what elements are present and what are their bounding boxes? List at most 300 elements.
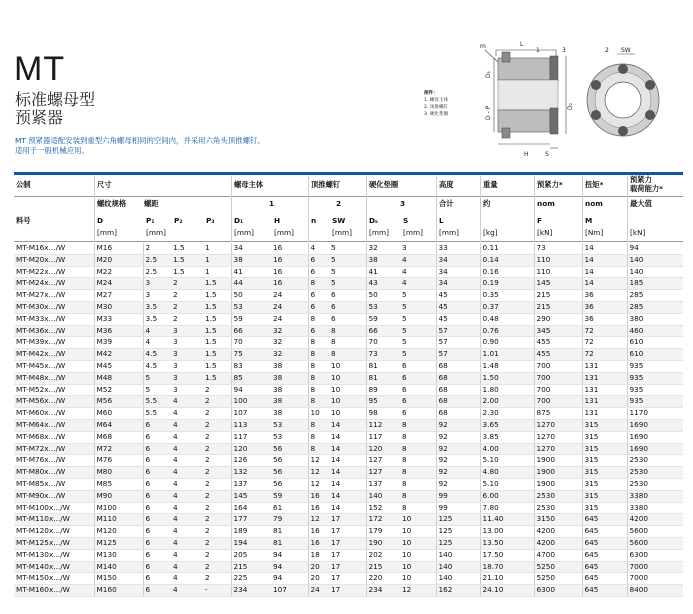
table-cell: 3 (171, 384, 203, 396)
table-cell: 59 (231, 313, 271, 325)
table-cell: 5.5 (143, 408, 171, 420)
table-cell: 1170 (627, 408, 683, 420)
table-cell: 72 (582, 349, 627, 361)
table-cell: 21.10 (480, 573, 534, 585)
table-cell: 700 (534, 396, 582, 408)
table-cell: 5 (400, 301, 436, 313)
table-cell: 56 (271, 443, 308, 455)
table-cell: 2 (171, 301, 203, 313)
table-cell: 127 (366, 467, 400, 479)
table-cell: 1.5 (203, 349, 231, 361)
table-cell: 18.70 (480, 561, 534, 573)
table-cell: 127 (366, 455, 400, 467)
hdr-P2: P₂ (174, 216, 183, 225)
table-cell: M27 (94, 290, 143, 302)
table-cell: 5 (329, 243, 366, 254)
table-cell: 5 (329, 278, 366, 290)
table-cell: 3150 (534, 514, 582, 526)
table-cell: 10 (400, 526, 436, 538)
table-cell: 8 (308, 337, 329, 349)
table-cell: 4 (171, 396, 203, 408)
table-cell: 24 (271, 301, 308, 313)
table-row (14, 266, 683, 278)
table-cell: 215 (366, 561, 400, 573)
table-cell: 315 (582, 467, 627, 479)
table-cell: 7.80 (480, 502, 534, 514)
table-cell: 225 (231, 573, 271, 585)
table-cell: 2 (203, 549, 231, 561)
table-cell: MT-M120x.../W (14, 526, 94, 538)
table-cell: 126 (231, 455, 271, 467)
table-cell: MT-M76x.../W (14, 455, 94, 467)
table-cell: 1.5 (203, 290, 231, 302)
table-cell: 8400 (627, 585, 683, 597)
table-cell: 10 (400, 514, 436, 526)
table-cell: 6 (329, 290, 366, 302)
table-cell: MT-M36x.../W (14, 325, 94, 337)
label-3: 3 (562, 47, 566, 54)
table-cell: 1.5 (203, 313, 231, 325)
table-cell: 6 (329, 313, 366, 325)
table-cell: 66 (366, 325, 400, 337)
hdr-approx: 约 (483, 199, 491, 208)
table-cell: 6 (143, 526, 171, 538)
table-cell: MT-M125x.../W (14, 537, 94, 549)
table-cell: 110 (534, 266, 582, 278)
table-cell: 131 (582, 384, 627, 396)
table-cell: 112 (366, 419, 400, 431)
hdr-n: n (311, 216, 317, 225)
table-cell: 1900 (534, 478, 582, 490)
table-cell: 5.10 (480, 455, 534, 467)
table-cell: 6 (143, 490, 171, 502)
table-cell: 8 (400, 419, 436, 431)
table-cell: 4200 (534, 537, 582, 549)
table-cell: 5.10 (480, 478, 534, 490)
table-cell: MT-M52x.../W (14, 384, 94, 396)
spec-table (14, 243, 683, 597)
table-row (14, 349, 683, 361)
table-cell: 5 (329, 254, 366, 266)
table-cell: 285 (627, 301, 683, 313)
table-cell: 68 (436, 396, 480, 408)
table-cell: MT-M150x.../W (14, 573, 94, 585)
table-cell: 131 (582, 396, 627, 408)
table-cell: 8 (308, 431, 329, 443)
table-cell: 3.85 (480, 431, 534, 443)
table-cell: 215 (231, 561, 271, 573)
description-line-1: MT 预紧器适配安装到重型六角螺母相同的空间内，并采用六角头顶推螺钉。 (15, 136, 265, 145)
table-cell: 57 (436, 337, 480, 349)
table-row (14, 526, 683, 538)
table-cell: M76 (94, 455, 143, 467)
table-cell: 3.5 (143, 301, 171, 313)
table-cell: 1.01 (480, 349, 534, 361)
hdr-preload: 预紧力* (537, 180, 563, 189)
table-cell: 125 (436, 537, 480, 549)
table-cell: 4 (171, 502, 203, 514)
table-cell: 189 (231, 526, 271, 538)
table-cell: 315 (582, 455, 627, 467)
table-cell: 94 (231, 384, 271, 396)
hdr-H: H (274, 216, 281, 225)
table-cell: 315 (582, 419, 627, 431)
table-cell: 3.5 (143, 313, 171, 325)
table-row (14, 372, 683, 384)
table-cell: 935 (627, 396, 683, 408)
table-cell: 2 (203, 467, 231, 479)
table-cell: 4 (143, 325, 171, 337)
table-cell: 17 (329, 585, 366, 597)
table-cell: 345 (534, 325, 582, 337)
table-cell: 234 (366, 585, 400, 597)
table-cell: 0.14 (480, 254, 534, 266)
table-row (14, 431, 683, 443)
table-cell: 99 (436, 490, 480, 502)
hdr-nom-2: nom (585, 199, 603, 208)
table-cell: 8 (400, 431, 436, 443)
table-cell: 6 (143, 419, 171, 431)
table-cell: 1.5 (171, 266, 203, 278)
table-cell: 6 (329, 301, 366, 313)
table-cell: 1.5 (171, 254, 203, 266)
table-cell: MT-M85x.../W (14, 478, 94, 490)
unit-SW: [mm] (332, 228, 352, 237)
table-cell: 16 (308, 537, 329, 549)
table-cell: M130 (94, 549, 143, 561)
table-cell: 4 (171, 455, 203, 467)
table-cell: 2 (171, 278, 203, 290)
table-cell: 68 (436, 360, 480, 372)
table-cell: 4 (171, 561, 203, 573)
table-cell: 4.5 (143, 349, 171, 361)
table-cell: 4200 (534, 526, 582, 538)
table-cell: 14 (329, 467, 366, 479)
table-cell: 131 (582, 372, 627, 384)
table-cell: 179 (366, 526, 400, 538)
table-cell: 6 (143, 443, 171, 455)
table-cell: MT-M130x.../W (14, 549, 94, 561)
table-cell: MT-M24x.../W (14, 278, 94, 290)
table-cell: 4 (400, 266, 436, 278)
table-cell: MT-M60x.../W (14, 408, 94, 420)
table-cell: MT-M22x.../W (14, 266, 94, 278)
hdr-jack-bolt: 顶推螺钉 (311, 180, 341, 189)
table-cell: MT-M68x.../W (14, 431, 94, 443)
table-cell: 13.50 (480, 537, 534, 549)
hdr-weight: 重量 (483, 180, 498, 189)
table-cell: M80 (94, 467, 143, 479)
description-line-2: 适用于一般机械应用。 (15, 146, 89, 155)
table-cell: MT-M33x.../W (14, 313, 94, 325)
table-cell: 6 (400, 396, 436, 408)
table-cell: 2530 (534, 502, 582, 514)
table-cell: 17 (329, 514, 366, 526)
table-cell: 2 (203, 526, 231, 538)
table-cell: M33 (94, 313, 143, 325)
table-cell: 1.5 (203, 372, 231, 384)
table-cell: 56 (271, 467, 308, 479)
table-cell: 110 (534, 254, 582, 266)
table-cell: 1270 (534, 443, 582, 455)
table-cell: 315 (582, 431, 627, 443)
table-cell: 0.37 (480, 301, 534, 313)
hdr-size: 尺寸 (97, 180, 112, 189)
table-cell: 140 (627, 254, 683, 266)
table-cell: 2 (143, 243, 171, 254)
table-cell: 11.40 (480, 514, 534, 526)
table-row (14, 514, 683, 526)
legend-item: 2. 顶推螺钉 (424, 105, 449, 110)
col-separator (480, 176, 481, 242)
table-cell: 17 (329, 561, 366, 573)
table-row (14, 384, 683, 396)
table-cell: 36 (582, 313, 627, 325)
label-L: L (520, 41, 524, 48)
table-cell: 38 (271, 372, 308, 384)
table-cell: 24.10 (480, 585, 534, 597)
table-cell: 14 (582, 254, 627, 266)
table-cell: 137 (366, 478, 400, 490)
table-cell: 34 (436, 254, 480, 266)
table-cell: 12 (308, 467, 329, 479)
table-cell: 5 (400, 349, 436, 361)
table-cell: 38 (271, 408, 308, 420)
table-cell: 3.65 (480, 419, 534, 431)
table-row (14, 419, 683, 431)
table-cell: 81 (271, 526, 308, 538)
table-cell: 0.11 (480, 243, 534, 254)
table-cell: 5 (143, 372, 171, 384)
table-cell: M100 (94, 502, 143, 514)
table-cell: 32 (271, 349, 308, 361)
spec-table-body (14, 243, 683, 596)
table-cell: 12 (308, 478, 329, 490)
table-cell: 4 (171, 573, 203, 585)
table-cell: 3380 (627, 502, 683, 514)
table-cell: 6 (143, 585, 171, 597)
table-cell: - (203, 585, 231, 597)
table-cell: 99 (436, 502, 480, 514)
label-H: H (524, 151, 529, 158)
table-row (14, 478, 683, 490)
table-cell: MT-M45x.../W (14, 360, 94, 372)
table-cell: 2 (203, 537, 231, 549)
table-cell: 315 (582, 443, 627, 455)
table-cell: 14 (329, 455, 366, 467)
table-cell: 6.00 (480, 490, 534, 502)
hdr-jack-no: 2 (336, 199, 342, 208)
hdr-washer: 硬化垫圈 (369, 180, 399, 189)
table-row (14, 243, 683, 254)
table-row (14, 337, 683, 349)
table-cell: 14 (329, 431, 366, 443)
table-cell: 202 (366, 549, 400, 561)
table-cell: MT-M160x.../W (14, 585, 94, 597)
table-cell: 380 (627, 313, 683, 325)
hdr-nom-1: nom (537, 199, 555, 208)
table-cell: 98 (366, 408, 400, 420)
label-D1: D₁ (485, 70, 492, 78)
table-row (14, 301, 683, 313)
table-cell: M120 (94, 526, 143, 538)
hdr-company: 公制 (16, 180, 31, 189)
table-cell: 5.5 (143, 396, 171, 408)
table-cell: 610 (627, 349, 683, 361)
table-cell: 2 (203, 384, 231, 396)
table-cell: 4 (171, 490, 203, 502)
table-cell: M110 (94, 514, 143, 526)
table-cell: 92 (436, 478, 480, 490)
table-cell: 2 (171, 290, 203, 302)
table-cell: M45 (94, 360, 143, 372)
label-SW: SW (621, 47, 631, 54)
table-cell: 10 (400, 573, 436, 585)
table-cell: 117 (366, 431, 400, 443)
table-cell: 125 (436, 526, 480, 538)
table-cell: 2530 (627, 467, 683, 479)
table-cell: 140 (436, 549, 480, 561)
table-cell: 2.30 (480, 408, 534, 420)
table-cell: 2530 (627, 455, 683, 467)
table-cell: 100 (231, 396, 271, 408)
table-cell: 16 (271, 266, 308, 278)
table-cell: 6 (143, 573, 171, 585)
table-cell: 234 (231, 585, 271, 597)
table-cell: 38 (366, 254, 400, 266)
table-header (14, 172, 683, 242)
table-cell: 68 (436, 372, 480, 384)
table-cell: M56 (94, 396, 143, 408)
table-row (14, 502, 683, 514)
table-cell: MT-M42x.../W (14, 349, 94, 361)
table-cell: 20 (308, 573, 329, 585)
table-cell: 12 (308, 455, 329, 467)
table-cell: 460 (627, 325, 683, 337)
table-cell: 315 (582, 478, 627, 490)
table-cell: 6 (308, 254, 329, 266)
table-cell: 7000 (627, 573, 683, 585)
table-cell: 94 (271, 561, 308, 573)
table-cell: 172 (366, 514, 400, 526)
table-cell: 36 (582, 290, 627, 302)
table-cell: M160 (94, 585, 143, 597)
label-m: m (480, 43, 486, 50)
table-cell: MT-M64x.../W (14, 419, 94, 431)
table-cell: 4 (400, 254, 436, 266)
table-cell: 645 (582, 561, 627, 573)
table-cell: 34 (231, 243, 271, 254)
table-cell: 81 (366, 360, 400, 372)
cross-section-drawing (480, 40, 585, 158)
table-cell: M90 (94, 490, 143, 502)
table-row (14, 573, 683, 585)
table-cell: 4 (171, 408, 203, 420)
table-cell: 8 (308, 349, 329, 361)
table-cell: 33 (436, 243, 480, 254)
table-cell: M30 (94, 301, 143, 313)
table-cell: 455 (534, 349, 582, 361)
table-cell: 8 (400, 455, 436, 467)
table-cell: 1900 (534, 455, 582, 467)
table-cell: 6 (400, 372, 436, 384)
hdr-D1: D₁ (234, 216, 244, 225)
table-cell: 0.48 (480, 313, 534, 325)
table-cell: 145 (231, 490, 271, 502)
table-cell: 700 (534, 384, 582, 396)
table-cell: 95 (366, 396, 400, 408)
table-cell: 12 (308, 514, 329, 526)
table-cell: 3 (400, 243, 436, 254)
table-cell: 24 (271, 290, 308, 302)
table-cell: 10 (329, 396, 366, 408)
table-cell: 185 (627, 278, 683, 290)
table-cell: 4 (171, 478, 203, 490)
table-cell: 66 (231, 325, 271, 337)
table-cell: 4 (171, 585, 203, 597)
table-cell: 38 (271, 360, 308, 372)
table-cell: 2 (203, 455, 231, 467)
table-cell: 24 (271, 313, 308, 325)
table-cell: MT-M140x.../W (14, 561, 94, 573)
col-separator (627, 176, 628, 242)
table-row (14, 325, 683, 337)
table-cell: 8 (329, 325, 366, 337)
table-cell: M150 (94, 573, 143, 585)
table-row (14, 561, 683, 573)
table-cell: 205 (231, 549, 271, 561)
table-cell: 1.5 (171, 243, 203, 254)
table-cell: MT-M39x.../W (14, 337, 94, 349)
table-cell: 83 (231, 360, 271, 372)
table-row (14, 408, 683, 420)
table-cell: MT-M110x.../W (14, 514, 94, 526)
table-cell: M125 (94, 537, 143, 549)
table-cell: 8 (400, 490, 436, 502)
table-cell: 8 (400, 502, 436, 514)
table-cell: 4200 (627, 514, 683, 526)
hdr-P3: P₃ (206, 216, 215, 225)
unit-kN-preload: [kN] (537, 228, 553, 237)
hdr-nut-no: 1 (269, 199, 275, 208)
table-cell: 6 (143, 514, 171, 526)
table-cell: 4 (171, 431, 203, 443)
table-cell: 6 (143, 537, 171, 549)
table-row (14, 490, 683, 502)
table-cell: 53 (231, 301, 271, 313)
table-cell: 117 (231, 431, 271, 443)
table-cell: M68 (94, 431, 143, 443)
table-cell: 6 (400, 360, 436, 372)
hdr-nut-body: 螺母主体 (234, 180, 264, 189)
page-title: MT (14, 50, 66, 88)
table-cell: 4.5 (143, 360, 171, 372)
table-cell: 94 (271, 549, 308, 561)
table-cell: 92 (436, 455, 480, 467)
table-cell: 315 (582, 490, 627, 502)
table-cell: 24 (308, 585, 329, 597)
table-cell: 45 (436, 290, 480, 302)
legend-item: 3. 硬化垫圈 (424, 112, 449, 117)
table-cell: 0.16 (480, 266, 534, 278)
table-cell: 2 (203, 573, 231, 585)
table-cell: 20 (308, 561, 329, 573)
table-cell: 1.5 (203, 325, 231, 337)
col-separator (94, 176, 95, 242)
hdr-S: S (403, 216, 409, 225)
table-cell: 4 (171, 537, 203, 549)
table-cell: 81 (271, 537, 308, 549)
